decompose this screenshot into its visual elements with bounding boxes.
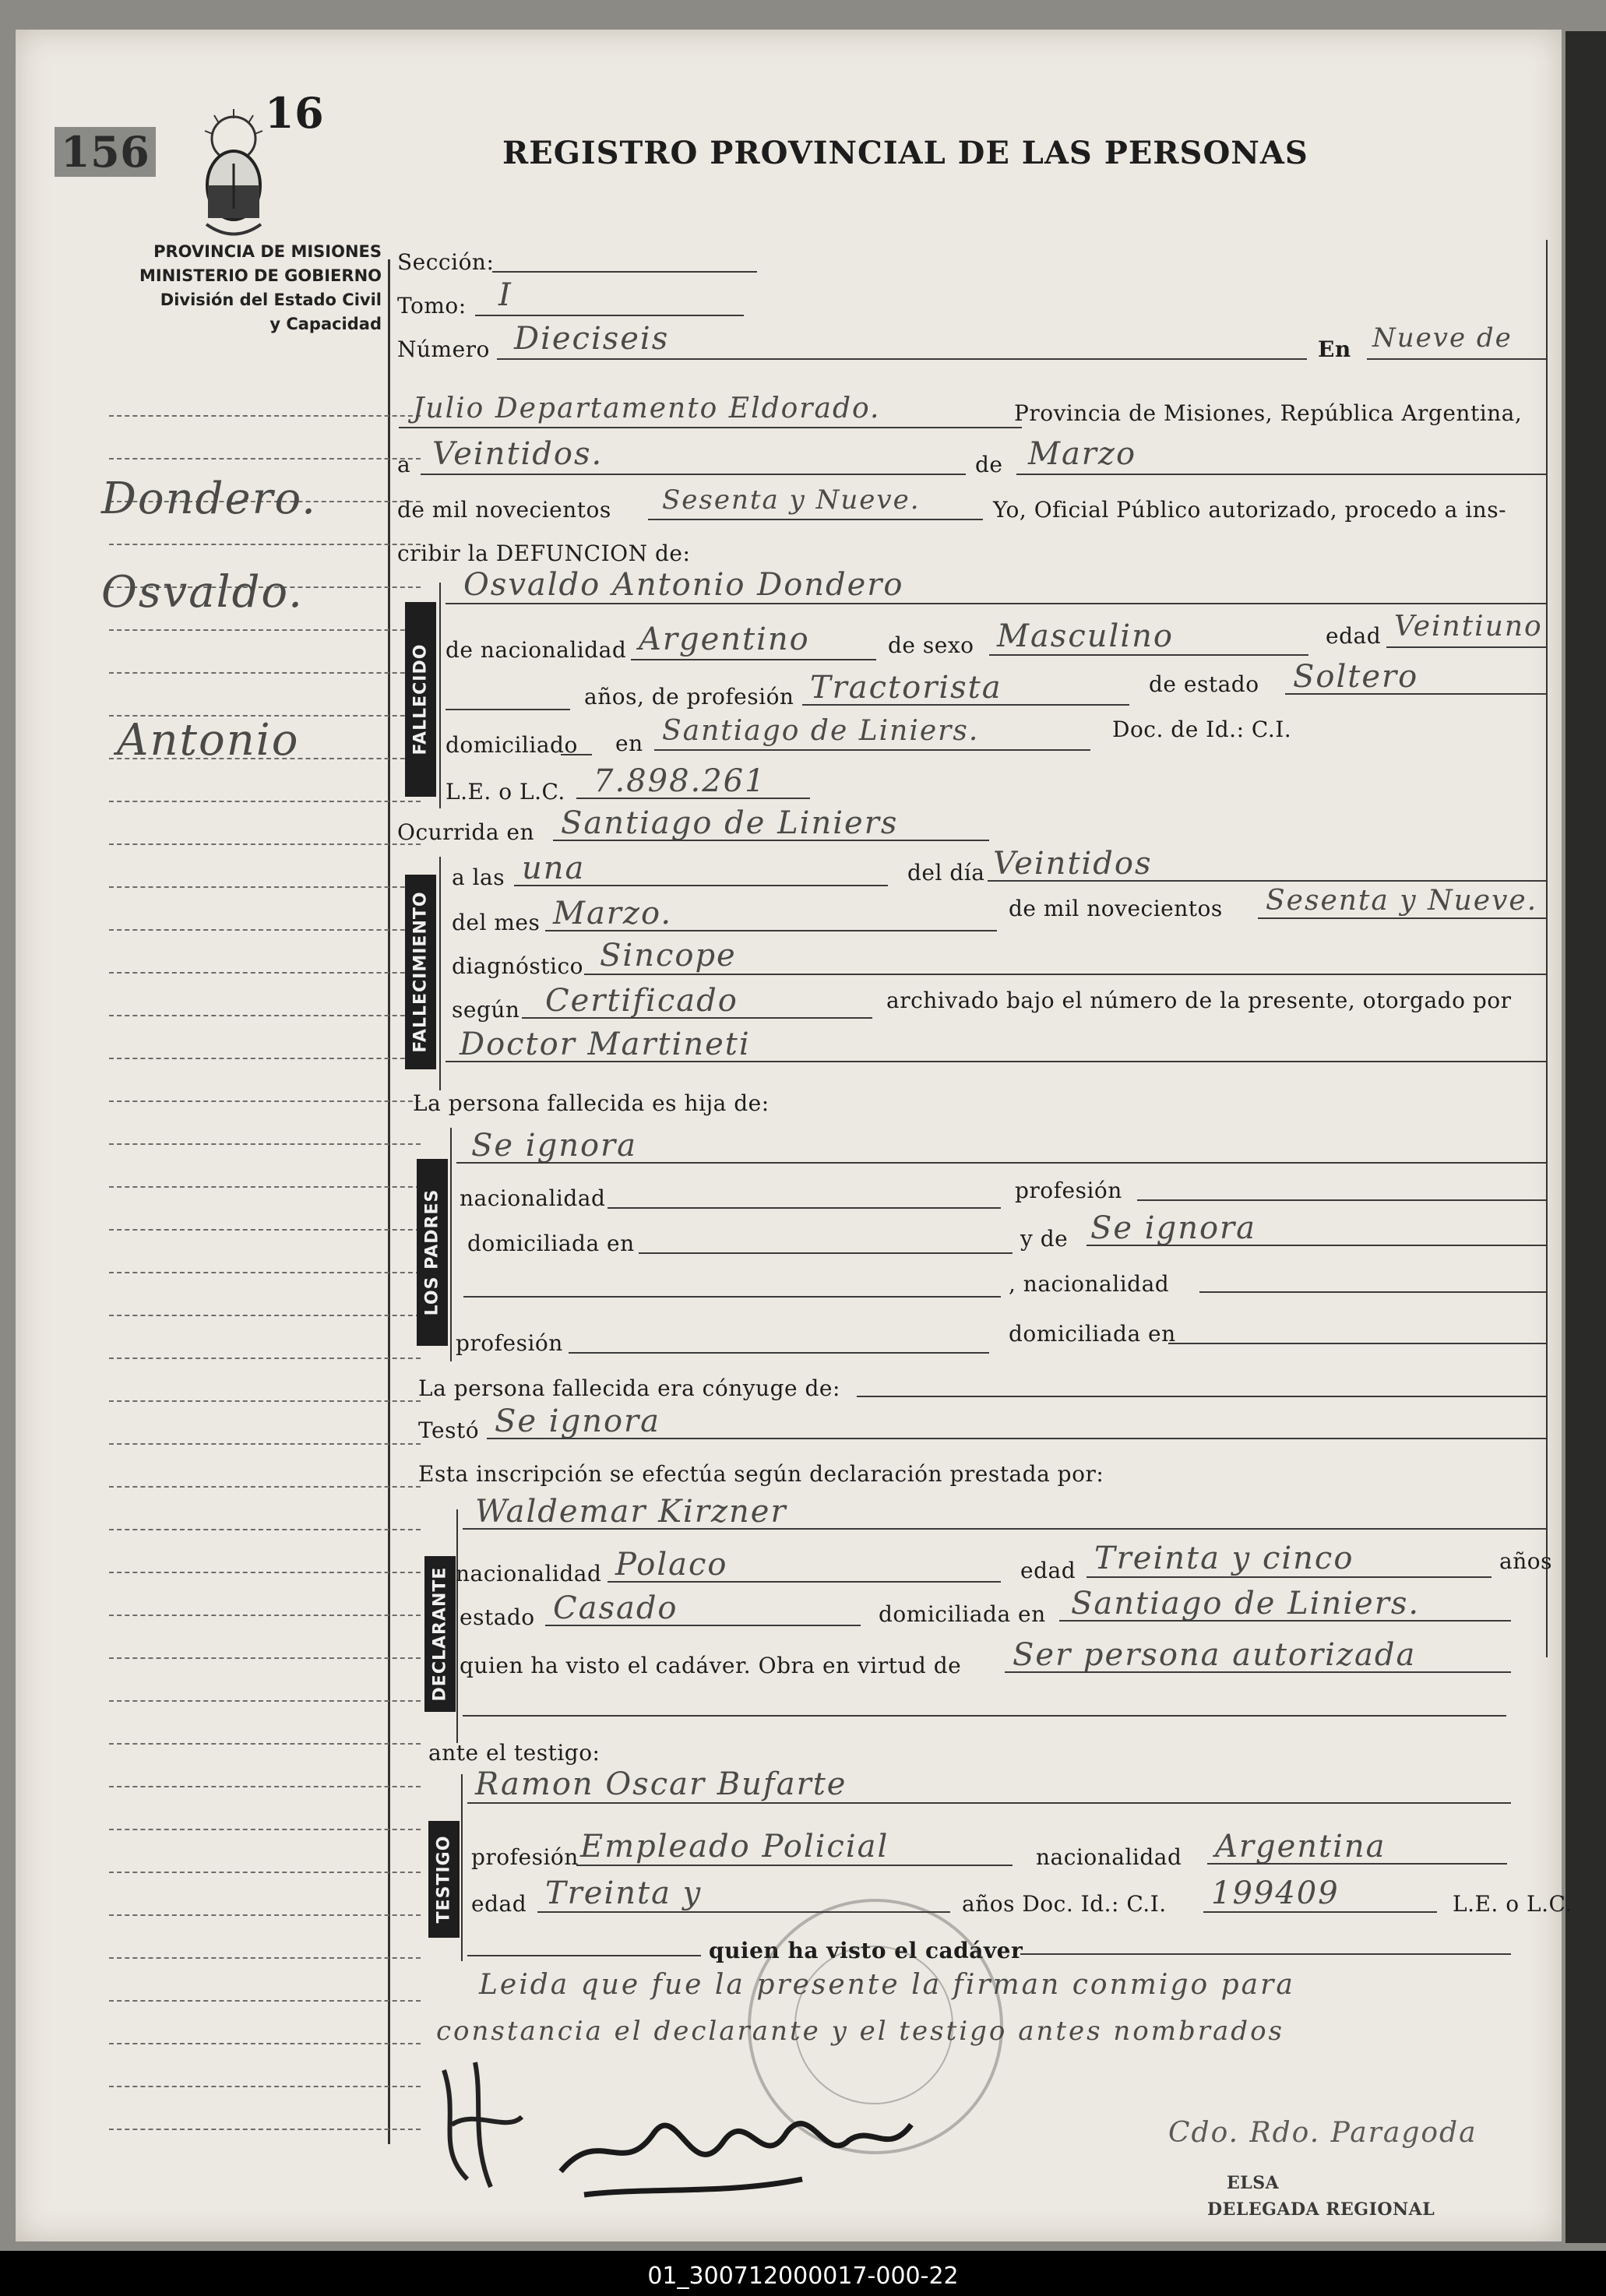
label-hija-de: La persona fallecida es hija de: [413, 1090, 770, 1116]
line-madre-domicilio [1168, 1343, 1546, 1344]
value-otorgado: Doctor Martineti [460, 1027, 751, 1062]
closing-line-1: Leida que fue la presente la firman conmigo para [479, 1969, 1295, 2001]
line-numero [497, 358, 1307, 360]
line-dec-virtud [1005, 1671, 1511, 1673]
label-conyuge: La persona fallecida era cónyuge de: [418, 1375, 840, 1401]
value-a-las: una [522, 850, 586, 886]
value-sexo: Masculino [997, 618, 1174, 654]
line-ocurrida [553, 840, 989, 841]
line-mil [1258, 917, 1546, 919]
label-tes-nacionalidad: nacionalidad [1036, 1844, 1182, 1870]
value-declarante: Waldemar Kirzner [475, 1494, 787, 1530]
line-dec-edad [1087, 1576, 1492, 1578]
label-estado: de estado [1149, 671, 1259, 697]
label-dec-anos: años [1499, 1548, 1552, 1574]
line-tes-extra [467, 1955, 701, 1956]
register-page [16, 30, 1573, 2241]
line-domicilio [654, 749, 1090, 751]
line-domiciliado [561, 754, 592, 755]
signature-center [553, 2078, 919, 2210]
line-tomo [475, 315, 744, 316]
line-name [446, 603, 1546, 604]
label-testo: Testó [418, 1417, 480, 1443]
line-declarante [463, 1528, 1546, 1530]
line-tes-ci [1203, 1911, 1437, 1913]
label-padre-profesion: profesión [1015, 1178, 1122, 1203]
value-dec-estado: Casado [553, 1590, 678, 1626]
label-tes-profesion: profesión [471, 1844, 579, 1870]
value-tes-profesion: Empleado Policial [580, 1829, 889, 1865]
label-dec-estado: estado [460, 1604, 535, 1630]
registry-title: REGISTRO PROVINCIAL DE LAS PERSONAS [502, 135, 1308, 171]
line-dec-domicilio [1059, 1620, 1511, 1622]
value-tomo: I [498, 277, 512, 313]
image-caption: 01_300712000017-000-22 [647, 2263, 959, 2290]
value-segun: Certificado [545, 983, 738, 1019]
line-estado [1285, 693, 1546, 695]
line-padre-nacionalidad [608, 1207, 1001, 1209]
value-mil: Sesenta y Nueve. [1266, 885, 1538, 917]
signature-right: Cdo. Rdo. Paragoda [1168, 2117, 1477, 2149]
section-declarante: DECLARANTE [424, 1556, 456, 1712]
line-le-lc [576, 798, 810, 799]
label-domiciliado: domiciliado [446, 732, 578, 758]
section-bracket-declarante [456, 1509, 458, 1743]
line-tes-profesion [576, 1865, 1013, 1866]
value-tes-nacionalidad: Argentina [1215, 1829, 1386, 1865]
line-madre-nacionalidad [1199, 1291, 1546, 1293]
signature-left [428, 2055, 537, 2195]
page-number: 16 [265, 88, 325, 138]
line-madre-profesion [569, 1352, 989, 1354]
value-tes-edad: Treinta y [545, 1875, 703, 1911]
value-edad: Veintiuno [1394, 611, 1543, 643]
label-inscripcion: Esta inscripción se efectúa según declaración prestada por: [418, 1461, 1104, 1487]
label-padre-nacionalidad: nacionalidad [460, 1185, 606, 1211]
label-en-domicilio: en [615, 731, 643, 756]
org-division: División del Estado Civil [160, 291, 382, 309]
value-en-place: Nueve de [1372, 322, 1513, 354]
value-profesion: Tractorista [810, 670, 1002, 706]
value-dec-virtud: Ser persona autorizada [1013, 1637, 1417, 1673]
label-cribir: cribir la DEFUNCION de: [397, 541, 691, 566]
label-del-mes: del mes [452, 910, 541, 935]
label-dec-edad: edad [1020, 1558, 1076, 1583]
label-de: de [975, 452, 1003, 477]
line-a-las [514, 885, 888, 886]
value-a-day: Veintidos. [432, 436, 604, 472]
label-y-de: y de [1020, 1226, 1069, 1252]
section-bracket-testigo [461, 1774, 463, 1961]
stamp-title: DELEGADA REGIONAL [1207, 2199, 1435, 2220]
label-a: a [397, 452, 411, 477]
org-ministry: MINISTERIO DE GOBIERNO [139, 266, 382, 285]
line-tes-nacionalidad [1207, 1863, 1507, 1865]
value-ocurrida: Santiago de Liniers [561, 805, 899, 841]
label-anos-profesion: años, de profesión [584, 684, 794, 710]
label-archivado: archivado bajo el número de la presente, otorgado por [886, 988, 1512, 1013]
coat-of-arms-icon [191, 107, 276, 240]
label-padre-domicilio: domiciliada en [467, 1231, 635, 1256]
org-capacity: y Capacidad [269, 315, 382, 333]
value-testo: Se ignora [495, 1403, 660, 1439]
line-padre-domicilio [639, 1252, 1013, 1254]
value-estado: Soltero [1293, 659, 1419, 695]
line-padre [456, 1162, 1546, 1164]
right-border [1546, 240, 1548, 1657]
label-en: En [1318, 336, 1351, 362]
label-tes-anos-doc: años Doc. Id.: C.I. [962, 1891, 1167, 1917]
line-padre-profesion [1137, 1199, 1546, 1201]
line-segun [522, 1017, 872, 1019]
label-oficial: Yo, Oficial Público autorizado, procedo a ins- [993, 497, 1507, 523]
section-los-padres: LOS PADRES [417, 1159, 448, 1346]
line-dec-extra [463, 1715, 1506, 1717]
label-ante-testigo: ante el testigo: [428, 1740, 600, 1766]
label-madre-nacionalidad: , nacionalidad [1009, 1271, 1170, 1297]
margin-surname: Dondero. [101, 474, 317, 524]
value-numero: Dieciseis [514, 321, 670, 357]
line-en-2 [399, 427, 1022, 428]
book-number: 156 [55, 127, 156, 177]
margin-middlename: Antonio [117, 715, 300, 766]
margin-divider [388, 259, 390, 2144]
label-numero: Número [397, 336, 490, 362]
label-provincia: Provincia de Misiones, República Argentina, [1014, 400, 1523, 426]
label-quien-visto-2: quien ha visto el cadáver [709, 1938, 1023, 1963]
label-quien-visto: quien ha visto el cadáver. Obra en virtud de [460, 1653, 962, 1678]
margin-firstname: Osvaldo. [101, 567, 304, 618]
label-segun: según [452, 997, 520, 1023]
section-bracket-padres [450, 1128, 452, 1361]
value-deceased-name: Osvaldo Antonio Dondero [463, 567, 904, 603]
section-bracket-fallecido [439, 583, 441, 808]
line-testigo [467, 1802, 1511, 1804]
line-seccion [492, 271, 757, 273]
label-del-dia: del día [907, 860, 985, 886]
line-year [648, 519, 983, 520]
label-de-mil-2: de mil novecientos [1009, 896, 1223, 921]
line-de [1016, 474, 1546, 475]
label-ocurrida: Ocurrida en [397, 819, 535, 845]
label-doc-id: Doc. de Id.: C.I. [1112, 717, 1292, 742]
section-fallecido: FALLECIDO [405, 602, 436, 797]
line-otorgado [446, 1061, 1546, 1062]
label-a-las: a las [452, 865, 505, 890]
value-year: Sesenta y Nueve. [662, 484, 921, 516]
line-sexo [989, 654, 1308, 656]
value-dec-edad: Treinta y cinco [1094, 1541, 1354, 1576]
line-profesion [802, 704, 1129, 706]
value-de-month: Marzo [1028, 436, 1137, 472]
org-province: PROVINCIA DE MISIONES [153, 242, 382, 261]
value-del-dia: Veintidos [993, 846, 1153, 882]
value-diagnostico: Sincope [600, 938, 737, 974]
org-block [62, 240, 382, 336]
value-padre: Se ignora [471, 1128, 637, 1164]
line-dec-estado [545, 1625, 861, 1626]
line-dec-nacionalidad [608, 1581, 1001, 1583]
value-tes-ci: 199409 [1211, 1875, 1340, 1911]
section-bracket-fallecimiento [439, 857, 441, 1090]
section-fallecimiento: FALLECIMIENTO [405, 875, 436, 1069]
label-de-mil: de mil novecientos [397, 497, 611, 523]
line-tes-extra-2 [1020, 1953, 1511, 1955]
value-madre: Se ignora [1090, 1210, 1256, 1246]
section-testigo: TESTIGO [428, 1821, 460, 1938]
label-tes-edad: edad [471, 1891, 527, 1917]
value-dec-nacionalidad: Polaco [615, 1547, 728, 1583]
closing-line-2: constancia el declarante y el testigo antes nombrados [436, 2016, 1284, 2047]
value-en-place-2: Julio Departamento Eldorado. [413, 393, 881, 424]
label-sexo: de sexo [888, 632, 974, 658]
value-dec-domicilio: Santiago de Liniers. [1071, 1586, 1421, 1622]
label-diagnostico: diagnóstico [452, 953, 584, 979]
value-testigo: Ramon Oscar Bufarte [475, 1766, 847, 1802]
line-madre-extra [463, 1296, 1001, 1298]
line-anos [446, 709, 570, 710]
line-testo [487, 1438, 1546, 1439]
stamp-name: ELSA [1227, 2173, 1280, 2193]
label-nacionalidad: de nacionalidad [446, 637, 627, 663]
label-tomo: Tomo: [397, 293, 467, 319]
label-dec-nacionalidad: nacionalidad [456, 1561, 602, 1586]
label-edad: edad [1326, 623, 1382, 649]
label-tes-le-lc: L.E. o L.C. [1453, 1891, 1573, 1917]
value-domicilio: Santiago de Liniers. [662, 715, 980, 747]
value-nacionalidad: Argentino [639, 622, 810, 657]
line-madre [1087, 1245, 1546, 1246]
value-del-mes: Marzo. [553, 896, 673, 931]
line-en [1367, 358, 1546, 360]
line-conyuge [857, 1396, 1546, 1397]
line-diagnostico [584, 974, 1546, 975]
label-madre-domicilio: domiciliada en [1009, 1321, 1176, 1347]
line-edad [1386, 646, 1546, 648]
line-del-mes [545, 930, 997, 931]
label-dec-domicilio: domiciliada en [879, 1601, 1046, 1627]
label-madre-profesion: profesión [456, 1330, 563, 1356]
line-a [421, 474, 966, 475]
line-del-dia [988, 880, 1546, 882]
label-seccion: Sección: [397, 249, 495, 275]
line-nacionalidad [631, 659, 876, 660]
label-le-lc: L.E. o L.C. [446, 779, 565, 805]
value-le-lc: 7.898.261 [593, 763, 766, 799]
